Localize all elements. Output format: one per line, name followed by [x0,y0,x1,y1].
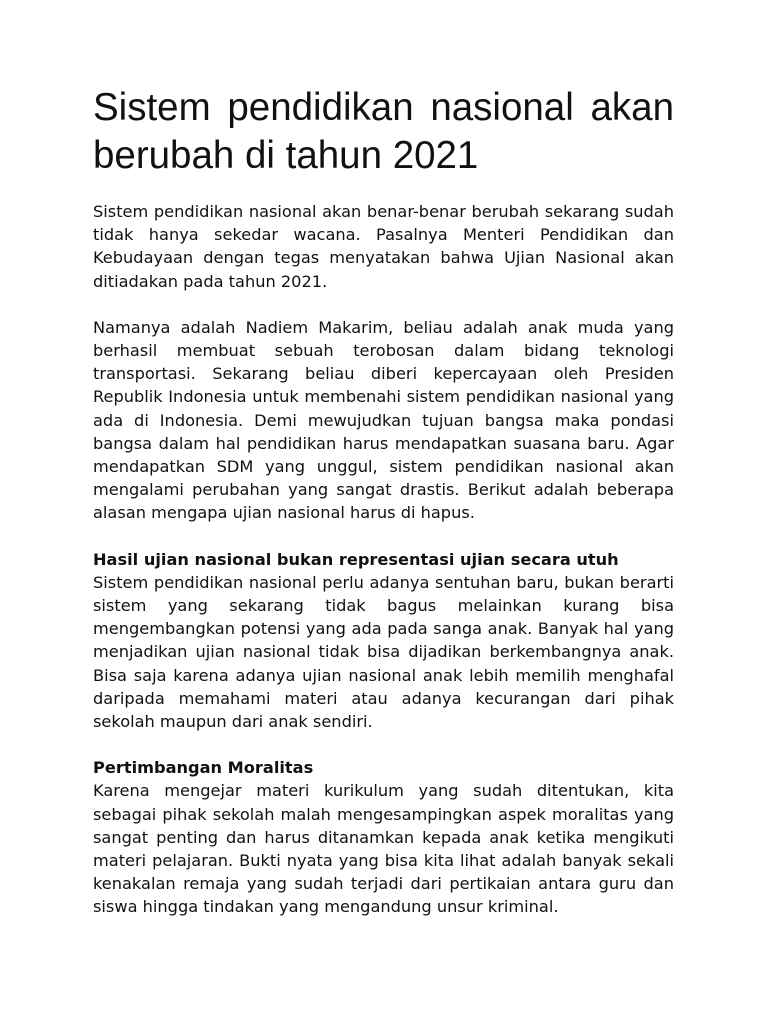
section-body-1: Sistem pendidikan nasional perlu adanya sentuhan baru, bukan berarti sistem yang sekarang tidak bagus melainkan kurang bisa mengembangkan potensi yang ada pada sanga anak. Banyak hal yang menjadikan ujian nasional tidak bisa dijadikan berkembangnya anak. Bisa saja karena adanya ujian nasional anak lebih memilih menghafal daripada memahami materi atau adanya kecurangan dari pihak sekolah maupun dari anak sendiri. [93,572,674,732]
document-page [93,84,674,919]
paragraph-spacer [93,293,674,316]
section-heading-1: Hasil ujian nasional bukan representasi ujian secara utuh [93,549,619,569]
paragraph-spacer [93,525,674,548]
intro-paragraph: Sistem pendidikan nasional akan benar-benar berubah sekarang sudah tidak hanya sekedar wacana. Pasalnya Menteri Pendidikan dan Kebudayaan dengan tegas menyatakan bahwa Ujian Nasional akan ditiadakan pada tahun 2021. [93,202,674,291]
section-heading-2: Pertimbangan Moralitas [93,758,314,778]
document-title: Sistem pendidikan nasional akan berubah di tahun 2021 [93,86,674,177]
paragraph-spacer [93,733,674,756]
body-paragraph-2: Namanya adalah Nadiem Makarim, beliau adalah anak muda yang berhasil membuat sebuah terobosan dalam bidang teknologi transportasi. Sekarang beliau diberi kepercayaan oleh Presiden Republik Indonesia untuk membenahi sistem pendidikan nasional yang ada di Indonesia. Demi mewujudkan tujuan bangsa maka pondasi bangsa dalam hal pendidikan harus mendapatkan suasana baru. Agar mendapatkan SDM yang unggul, sistem pendidikan nasional akan mengalami perubahan yang sangat drastis. Berikut adalah beberapa alasan mengapa ujian nasional harus di hapus. [93,317,674,523]
section-body-2: Karena mengejar materi kurikulum yang sudah ditentukan, kita sebagai pihak sekolah malah mengesampingkan aspek moralitas yang sangat penting dan harus ditanamkan kepada anak ketika mengikuti materi pelajaran. Bukti nyata yang bisa kita lihat adalah banyak sekali kenakalan remaja yang sudah terjadi dari pertikaian antara guru dan siswa hingga tindakan yang mengandung unsur kriminal. [93,781,674,917]
